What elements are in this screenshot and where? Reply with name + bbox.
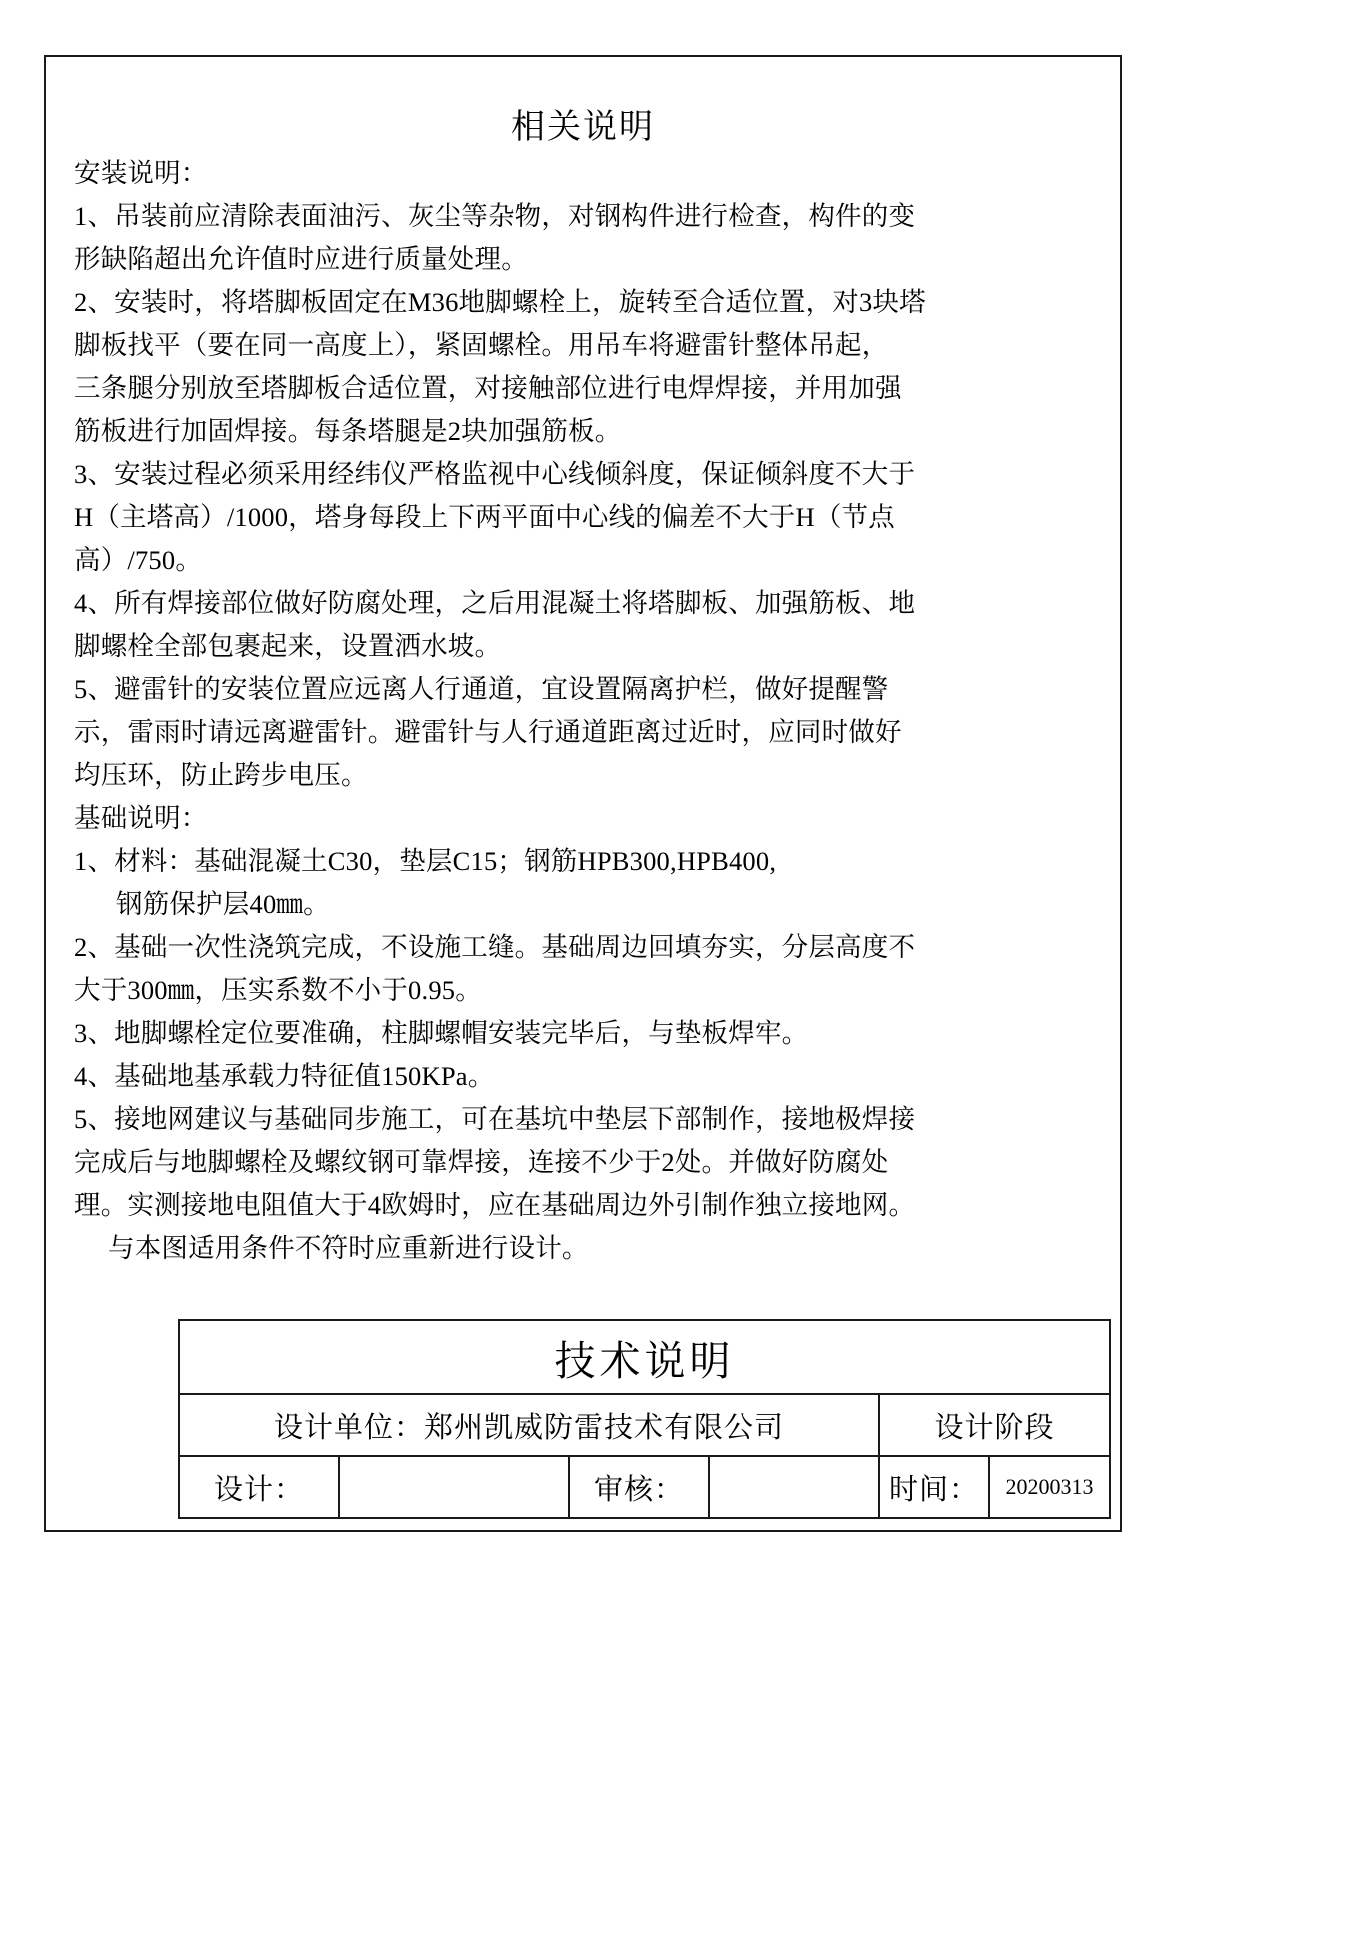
page-title: 相关说明 bbox=[511, 109, 655, 146]
reviewer-label: 审核： bbox=[569, 1456, 709, 1518]
foundation-section-heading: 基础说明： bbox=[74, 803, 208, 834]
install-item-3-line-2: H（主塔高）/1000，塔身每段上下两平面中心线的偏差不大于H（节点 bbox=[74, 502, 895, 533]
foundation-item-2-line-2: 大于300㎜，压实系数不小于0.95。 bbox=[74, 975, 482, 1006]
foundation-item-2-line-1: 2、基础一次性浇筑完成，不设施工缝。基础周边回填夯实，分层高度不 bbox=[74, 932, 916, 963]
install-item-5-line-2: 示，雷雨时请远离避雷针。避雷针与人行通道距离过近时，应同时做好 bbox=[74, 717, 902, 748]
notes-body bbox=[46, 152, 1120, 1270]
install-item-2-line-4: 筋板进行加固焊接。每条塔腿是2块加强筋板。 bbox=[74, 416, 622, 447]
title-block-row-main bbox=[179, 1320, 1110, 1394]
install-item-3-line-1: 3、安装过程必须采用经纬仪严格监视中心线倾斜度，保证倾斜度不大于 bbox=[74, 459, 916, 490]
designer-label: 设计： bbox=[179, 1456, 339, 1518]
foundation-item-5-line-2: 完成后与地脚螺栓及螺纹钢可靠焊接，连接不少于2处。并做好防腐处 bbox=[74, 1147, 889, 1178]
install-item-5-line-3: 均压环，防止跨步电压。 bbox=[74, 760, 368, 791]
design-stage-label: 设计阶段 bbox=[879, 1394, 1110, 1456]
designer-value[interactable] bbox=[339, 1456, 569, 1518]
foundation-item-4-line-1: 4、基础地基承载力特征值150KPa。 bbox=[74, 1061, 495, 1092]
date-label: 时间： bbox=[879, 1456, 989, 1518]
foundation-item-5-line-3: 理。实测接地电阻值大于4欧姆时，应在基础周边外引制作独立接地网。 bbox=[74, 1190, 916, 1221]
date-value[interactable]: 20200313 bbox=[989, 1456, 1110, 1518]
install-item-4-line-1: 4、所有焊接部位做好防腐处理，之后用混凝土将塔脚板、加强筋板、地 bbox=[74, 588, 916, 619]
install-item-2-line-1: 2、安装时，将塔脚板固定在M36地脚螺栓上，旋转至合适位置，对3块塔 bbox=[74, 287, 926, 318]
reviewer-value[interactable] bbox=[709, 1456, 879, 1518]
title-block-table bbox=[178, 1319, 1111, 1519]
foundation-item-5-line-1: 5、接地网建议与基础同步施工，可在基坑中垫层下部制作，接地极焊接 bbox=[74, 1104, 916, 1135]
install-section-heading: 安装说明： bbox=[74, 158, 208, 189]
design-unit-label: 设计单位：郑州凯威防雷技术有限公司 bbox=[179, 1394, 879, 1456]
install-item-2-line-3: 三条腿分别放至塔脚板合适位置，对接触部位进行电焊焊接，并用加强 bbox=[74, 373, 902, 404]
foundation-closing-note: 与本图适用条件不符时应重新进行设计。 bbox=[108, 1233, 589, 1264]
foundation-item-1-line-2: 钢筋保护层40㎜。 bbox=[116, 889, 330, 920]
install-item-1-line-2: 形缺陷超出允许值时应进行质量处理。 bbox=[74, 244, 528, 275]
drawing-sheet-frame bbox=[44, 55, 1122, 1532]
title-block-row-unit bbox=[179, 1394, 1110, 1456]
install-item-2-line-2: 脚板找平（要在同一高度上），紧固螺栓。用吊车将避雷针整体吊起， bbox=[74, 330, 889, 361]
foundation-item-1-line-1: 1、材料：基础混凝土C30，垫层C15；钢筋HPB300,HPB400, bbox=[74, 846, 777, 877]
title-block-row-signoff bbox=[179, 1456, 1110, 1518]
title-block-main-title: 技术说明 bbox=[179, 1320, 1110, 1394]
install-item-3-line-3: 高）/750。 bbox=[74, 545, 203, 576]
foundation-item-3-line-1: 3、地脚螺栓定位要准确，柱脚螺帽安装完毕后，与垫板焊牢。 bbox=[74, 1018, 809, 1049]
install-item-5-line-1: 5、避雷针的安装位置应远离人行通道，宜设置隔离护栏，做好提醒警 bbox=[74, 674, 889, 705]
install-item-1-line-1: 1、吊装前应清除表面油污、灰尘等杂物，对钢构件进行检查，构件的变 bbox=[74, 201, 916, 232]
install-item-4-line-2: 脚螺栓全部包裹起来，设置洒水坡。 bbox=[74, 631, 502, 662]
